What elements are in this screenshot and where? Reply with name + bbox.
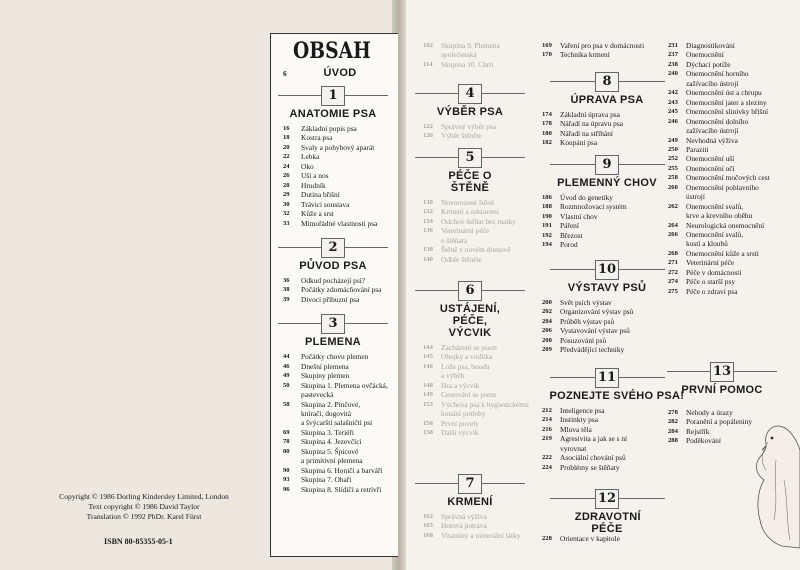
- toc-entry-title: Hotová potrava: [441, 521, 487, 531]
- toc-entry-title: Onemocnění kůže a srsti: [686, 248, 759, 258]
- toc-entry-title: Hrudník: [301, 180, 326, 190]
- toc-entry-title: Štěně v novém domově: [441, 245, 511, 255]
- toc-entry-title: Svaly a pohybový aparát: [301, 142, 375, 152]
- toc-entry-title: Technika krmení: [560, 50, 610, 60]
- toc-entry-title: Skupina 5. Špicové: [301, 446, 359, 456]
- toc-page-number: 49: [283, 372, 290, 380]
- toc-page-number: 240: [668, 70, 678, 78]
- toc-entry-title: konání potřeby: [441, 409, 486, 419]
- isbn: ISBN 80-85355-05-1: [104, 537, 173, 546]
- toc-page-number: 243: [668, 98, 678, 106]
- toc-page-number: 194: [542, 241, 552, 249]
- toc-page-number: 264: [668, 221, 678, 229]
- toc-page-number: 266: [668, 231, 678, 238]
- toc-entry-title: Onemocnění pohlavního: [686, 182, 759, 192]
- toc-entry-title: Instinkty psa: [560, 415, 598, 425]
- toc-page-number: 214: [542, 416, 552, 424]
- toc-entry-title: Koupání psa: [560, 138, 598, 148]
- toc-entry-title: Lebka: [301, 152, 320, 162]
- toc-entry-title: Onemocnění úst a chrupu: [686, 88, 762, 98]
- toc-page-number: 136: [423, 227, 433, 235]
- toc-entry-title: Onemocnění uší: [686, 154, 735, 164]
- toc-page-number: 69: [283, 428, 290, 436]
- toc-entry-title: Péče o zdraví psa: [686, 286, 738, 296]
- toc-page-number: 16: [283, 125, 290, 132]
- toc-entry-title: Cestování se psem: [441, 390, 497, 400]
- toc-entry-title: Vaření pro psa v domácnosti: [560, 41, 645, 50]
- toc-page-number: 39: [283, 295, 290, 303]
- toc-page-number: 170: [542, 51, 552, 59]
- toc-entry-title: Onemocnění močových cest: [686, 173, 770, 183]
- intro-title: ÚVOD: [323, 67, 357, 79]
- toc-entry-title: Poranění a popáleniny: [686, 417, 753, 427]
- toc-entry-title: Veterinární péče: [441, 226, 490, 236]
- toc-page-number: 219: [542, 435, 552, 443]
- toc-page-number: 178: [542, 120, 552, 128]
- toc-entry-title: zažívacího ústrojí: [686, 78, 739, 88]
- toc-page-number: 102: [423, 42, 433, 49]
- toc-entry-title: Onemocnění: [686, 50, 724, 60]
- toc-entry-title: Průběh výstav psů: [560, 316, 615, 326]
- toc-entry-title: a švýcarští salašničtí psi: [301, 418, 373, 428]
- toc-page-number: 44: [283, 353, 290, 361]
- toc-entry-title: Počátky zdomácňování psa: [301, 285, 382, 295]
- toc-page-number: 258: [668, 174, 678, 182]
- toc-entry-title: Úvod do genetiky: [560, 193, 613, 202]
- toc-page-number: 78: [283, 438, 290, 446]
- section-number: 2: [321, 238, 345, 258]
- toc-entry-title: Agresivita a jak se s ní: [560, 434, 628, 444]
- section-title: ÚPRAVA PSA: [570, 94, 644, 106]
- toc-page-number: 271: [668, 259, 678, 267]
- toc-entry-title: Uši a nos: [301, 171, 329, 181]
- toc-entry-title: Správný výběr psa: [441, 122, 497, 131]
- toc-page-number: 90: [283, 466, 290, 474]
- toc-page-number: 216: [542, 425, 552, 433]
- toc-page-number: 288: [668, 437, 678, 445]
- toc-page-number: 274: [668, 278, 678, 286]
- toc-page-number: 242: [668, 89, 678, 97]
- toc-entry-title: Novorozené štěně: [441, 198, 495, 207]
- toc-entry-title: Onemocnění očí: [686, 163, 735, 173]
- toc-entry-title: ústrojí: [686, 192, 705, 202]
- toc-entry-title: vyrovnat: [560, 443, 587, 453]
- copyright-line: Copyright © 1986 Dorling Kindersley Limited, London: [59, 492, 229, 501]
- toc-page-number: 260: [668, 183, 678, 191]
- toc-page-number: 268: [668, 249, 678, 257]
- toc-entry-title: Vitamíny a minerální látky: [441, 530, 521, 540]
- section-number: 7: [458, 474, 482, 494]
- toc-entry-title: Poděkování: [686, 436, 721, 446]
- toc-entry-title: pastevecká: [301, 390, 334, 400]
- toc-page-number: 132: [423, 208, 433, 216]
- toc-page-number: 224: [542, 463, 552, 471]
- toc-entry-title: Skupina 1. Plemena ovčácká,: [301, 380, 388, 390]
- toc-entry-title: Výběr štěněte: [441, 131, 482, 141]
- toc-page-number: 174: [542, 111, 552, 118]
- toc-page-number: 208: [542, 336, 552, 344]
- toc-entry-title: Dýchací potíže: [686, 59, 731, 69]
- toc-page-number: 26: [283, 172, 290, 180]
- toc-entry-title: knírači, dogovitá: [301, 409, 352, 418]
- dog-illustration-icon: [748, 420, 800, 550]
- toc-page-number: 206: [542, 327, 552, 335]
- section-title: PLEMENA: [305, 336, 361, 349]
- toc-page-number: 245: [668, 108, 678, 116]
- toc-page-number: 30: [283, 200, 290, 208]
- toc-entry-title: Hra a výcvik: [441, 380, 480, 390]
- toc-page-number: 186: [542, 194, 552, 201]
- toc-page-number: 192: [542, 231, 552, 239]
- toc-page-number: 182: [542, 139, 552, 147]
- toc-entry-title: Onemocnění dolního: [686, 116, 749, 126]
- toc-page-number: 282: [668, 418, 678, 426]
- toc-entry-title: Další výcvik: [441, 428, 479, 438]
- toc-page-number: 252: [668, 155, 678, 163]
- toc-entry-title: zažívacího ústrojí: [686, 126, 739, 136]
- section-title: KRMENÍ: [447, 496, 493, 508]
- toc-entry-title: Kostra psa: [301, 133, 333, 143]
- toc-page-number: 22: [283, 153, 290, 161]
- toc-entry-title: Vystavování výstav psů: [560, 326, 630, 336]
- toc-page-number: 153: [423, 400, 433, 408]
- toc-entry-title: Obojky a vodítka: [441, 352, 493, 362]
- toc-entry-title: Divocí příbuzní psa: [301, 294, 360, 304]
- toc-entry-title: Dutina břišní: [301, 190, 340, 200]
- toc-entry-title: Skupiny plemen: [301, 371, 350, 381]
- toc-entry-title: Rozmnožovací systém: [560, 202, 627, 212]
- toc-entry-title: Onemocnění jater a sleziny: [686, 97, 767, 107]
- toc-entry-title: Zacházení se psem: [441, 343, 497, 352]
- toc-entry-title: Inteligence psa: [560, 406, 605, 415]
- section-title: PÉČE O ŠTĚNĚ: [448, 170, 492, 194]
- toc-entry-title: Skupina 2. Pinčové,: [301, 399, 361, 409]
- toc-entry-title: První povely: [441, 418, 479, 428]
- toc-entry-title: Skupina 9. Plemena: [441, 41, 500, 50]
- toc-page-number: 202: [542, 308, 552, 316]
- toc-page-number: 228: [542, 535, 552, 542]
- toc-entry-title: Nehody a úrazy: [686, 408, 733, 417]
- section-title: VÝSTAVY PSŮ: [567, 282, 647, 294]
- toc-entry-title: Odchov štěňat bez matky: [441, 216, 516, 226]
- toc-page-number: 114: [423, 60, 433, 68]
- section-title: POZNEJTE SVÉHO PSA!: [549, 390, 685, 402]
- section-number: 12: [595, 489, 619, 509]
- toc-page-number: 58: [283, 400, 290, 408]
- toc-page-number: 190: [542, 212, 552, 220]
- toc-entry-title: Skupina 7. Ohaři: [301, 475, 352, 485]
- toc-entry-title: Skupina 10. Chrti: [441, 59, 494, 69]
- toc-page-number: 222: [542, 454, 552, 462]
- section-number: 1: [321, 86, 345, 106]
- toc-entry-title: Péče o starší psy: [686, 277, 736, 287]
- toc-page-number: 96: [283, 485, 290, 493]
- toc-page-number: 140: [423, 255, 433, 263]
- toc-page-number: 204: [542, 317, 552, 325]
- toc-page-number: 149: [423, 391, 433, 399]
- copyright-line: Text copyright © 1986 David Taylor: [88, 502, 200, 511]
- toc-entry-title: Skupina 6. Honiči a barváři: [301, 465, 383, 475]
- toc-entry-title: Dnešní plemena: [301, 361, 349, 371]
- toc-entry-title: Neurologická onemocnění: [686, 220, 765, 230]
- toc-entry-title: Nářadí na úpravu psa: [560, 119, 624, 129]
- toc-page-number: 46: [283, 362, 290, 370]
- toc-entry-title: Orientace v kapitole: [560, 534, 620, 543]
- toc-entry-title: Předvádějící techniky: [560, 345, 625, 355]
- toc-entry-title: Péče v domácnosti: [686, 267, 742, 277]
- toc-page-number: 284: [668, 427, 678, 435]
- toc-page-number: 209: [542, 346, 552, 354]
- toc-page-number: 168: [423, 531, 433, 539]
- toc-entry-title: a primitivní plemena: [301, 456, 363, 466]
- toc-page-number: 145: [423, 353, 433, 361]
- toc-page-number: 32: [283, 210, 290, 218]
- toc-page-number: 146: [423, 362, 433, 370]
- toc-entry-title: Skupina 4. Jezevčíci: [301, 437, 362, 447]
- section-number: 13: [710, 362, 734, 382]
- toc-page-number: 255: [668, 164, 678, 172]
- toc-page-number: 165: [423, 522, 433, 530]
- section-title: PLEMENNÝ CHOV: [557, 177, 657, 189]
- toc-page-number: 36: [283, 276, 290, 284]
- toc-page-number: 134: [423, 217, 433, 225]
- toc-entry-title: Správná výživa: [441, 512, 487, 521]
- toc-page-number: 249: [668, 136, 678, 144]
- toc-entry-title: Trávicí soustava: [301, 199, 350, 209]
- toc-page-number: 126: [423, 132, 433, 140]
- toc-entry-title: Základní popis psa: [301, 124, 357, 133]
- toc-entry-title: Odkud pocházejí psi?: [301, 275, 366, 285]
- toc-page-number: 122: [423, 123, 433, 130]
- toc-entry-title: Odběr štěněte: [441, 254, 482, 264]
- toc-page-number: 144: [423, 344, 433, 351]
- toc-page-number: 18: [283, 134, 290, 142]
- toc-page-number: 262: [668, 202, 678, 210]
- toc-page-number: 80: [283, 447, 290, 455]
- page-title: OBSAH: [293, 38, 371, 64]
- section-number: 8: [595, 72, 619, 92]
- section-number: 4: [458, 84, 482, 104]
- section-number: 9: [595, 155, 619, 175]
- toc-page-number: 191: [542, 222, 552, 230]
- toc-page-number: 24: [283, 162, 290, 170]
- toc-page-number: 250: [668, 145, 678, 153]
- toc-entry-title: Onemocnění svalů,: [686, 201, 744, 211]
- toc-entry-title: a výběh: [441, 371, 465, 381]
- toc-page-number: 50: [283, 381, 290, 389]
- toc-entry-title: Nevhodná výživa: [686, 135, 738, 145]
- toc-entry-title: Diagnostikování: [686, 41, 735, 50]
- toc-entry-title: Onemocnění slinivky břišní: [686, 107, 769, 117]
- toc-entry-title: Porod: [560, 240, 578, 250]
- toc-entry-title: Problémy se štěňaty: [560, 462, 620, 472]
- section-title: PRVNÍ POMOC: [681, 384, 763, 396]
- toc-page-number: 33: [283, 219, 290, 227]
- toc-entry-title: Nářadí na stříhání: [560, 128, 613, 138]
- toc-entry-title: Počátky chovu plemen: [301, 352, 369, 362]
- toc-entry-title: Krmení a odstavení: [441, 207, 499, 217]
- toc-entry-title: Paraziti: [686, 144, 709, 154]
- toc-page-number: 237: [668, 51, 678, 59]
- toc-page-number: 93: [283, 476, 290, 484]
- toc-page-number: 180: [542, 129, 552, 137]
- intro-page-number: 6: [283, 69, 287, 78]
- toc-entry-title: Vlastní chov: [560, 211, 598, 221]
- section-title: PŮVOD PSA: [299, 259, 367, 272]
- toc-page-number: 20: [283, 143, 290, 151]
- toc-entry-title: Rejstřík: [686, 426, 710, 436]
- copyright-line: Translation © 1992 PhDr. Karel Fürst: [86, 512, 202, 521]
- section-title: ZDRAVOTNÍ PÉČE: [574, 511, 641, 535]
- toc-page-number: 200: [542, 299, 552, 306]
- toc-entry-title: Posuzování psů: [560, 335, 607, 345]
- section-title: ANATOMIE PSA: [289, 108, 377, 120]
- toc-page-number: 275: [668, 287, 678, 295]
- toc-page-number: 238: [668, 60, 678, 68]
- toc-entry-title: Mluva těla: [560, 424, 592, 434]
- toc-entry-title: Skupina 3. Teriéři: [301, 427, 354, 437]
- toc-page-number: 272: [668, 268, 678, 276]
- toc-entry-title: Páření: [560, 221, 579, 231]
- toc-entry-title: Lože psa, bouda: [441, 361, 490, 371]
- toc-page-number: 130: [423, 199, 433, 206]
- toc-entry-title: Oko: [301, 161, 314, 171]
- toc-page-number: 158: [423, 429, 433, 437]
- toc-page-number: 156: [423, 419, 433, 427]
- toc-entry-title: Březost: [560, 230, 583, 240]
- toc-page-number: 231: [668, 42, 678, 49]
- toc-entry-title: Svět psích výstav: [560, 298, 612, 307]
- toc-page-number: 246: [668, 117, 678, 125]
- section-number: 3: [321, 314, 345, 334]
- toc-entry-title: o štěňata: [441, 235, 468, 245]
- toc-entry-title: kostí a kloubů: [686, 239, 728, 249]
- toc-page-number: 148: [423, 381, 433, 389]
- toc-page-number: 138: [423, 246, 433, 254]
- section-number: 6: [458, 281, 482, 301]
- toc-entry-title: Asociální chování psů: [560, 453, 626, 463]
- toc-entry-title: Organizování výstav psů: [560, 307, 634, 317]
- toc-entry-title: Základní úprava psa: [560, 110, 620, 119]
- toc-page-number: 188: [542, 203, 552, 211]
- toc-entry-title: společenská: [441, 50, 477, 60]
- toc-page-number: 162: [423, 513, 433, 520]
- toc-page-number: 29: [283, 191, 290, 199]
- section-number: 10: [595, 260, 619, 280]
- toc-entry-title: krve a krevního oběhu: [686, 211, 753, 221]
- toc-entry-title: Veterinární péče: [686, 258, 735, 268]
- toc-page-number: 169: [542, 42, 552, 49]
- toc-page-number: 278: [668, 409, 678, 416]
- section-title: VÝBĚR PSA: [436, 106, 504, 118]
- toc-entry-title: Výchova psa k hygienickému: [441, 399, 529, 409]
- toc-page-number: 38: [283, 286, 290, 294]
- toc-entry-title: Skupina 8. Slídiči a retrívři: [301, 484, 382, 494]
- section-number: 5: [458, 148, 482, 168]
- toc-entry-title: Onemocnění horního: [686, 69, 749, 79]
- section-title: USTÁJENÍ, PÉČE, VÝCVIK: [439, 303, 501, 339]
- toc-page-number: 212: [542, 407, 552, 414]
- section-number: 11: [595, 368, 619, 388]
- toc-page-number: 28: [283, 181, 290, 189]
- toc-entry-title: Mimořádné vlastnosti psa: [301, 218, 378, 228]
- toc-entry-title: Kůže a srst: [301, 209, 334, 219]
- toc-entry-title: Onemocnění svalů,: [686, 230, 744, 239]
